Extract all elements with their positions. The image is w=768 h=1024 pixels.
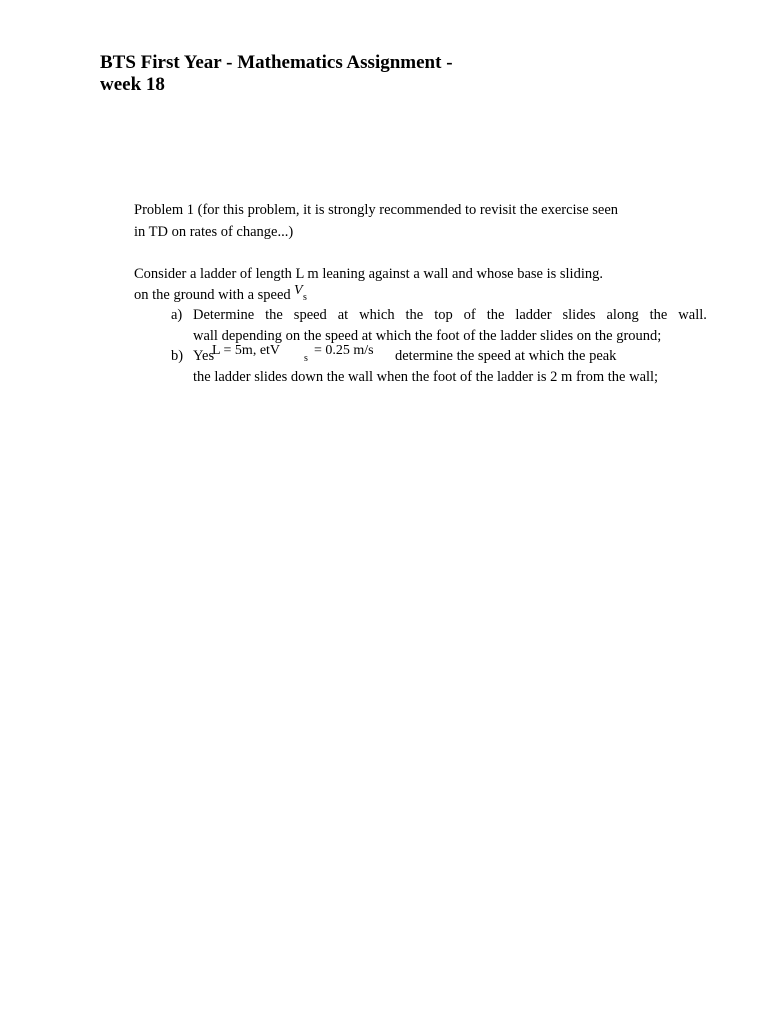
document-title [100,52,453,96]
item-a-word: at [337,307,349,323]
item-b-formula-part-2: = 0.25 m/s [314,343,374,358]
item-a-word: the [405,307,424,323]
item-a-word: ladder [515,307,552,323]
consider-line-1: Consider a ladder of length L m leaning against a wall and whose base is sliding. [134,266,603,282]
speed-subscript: s [303,292,307,303]
item-a-word: which [359,307,395,323]
item-b-yes: Yes [193,348,215,364]
item-b-formula-subscript: s [304,353,308,364]
item-a-word: the [265,307,283,323]
item-b-rest: determine the speed at which the peak [395,348,617,364]
item-a-word: the [486,307,505,323]
item-a-word: along [606,307,639,323]
problem-heading-line-1: Problem 1 (for this problem, it is strongly recommended to revisit the exercise seen [134,202,619,218]
item-b-marker: b) [171,348,184,364]
consider-line-2: on the ground with a speed [134,287,291,303]
problem-heading-line-2: in TD on rates of change...) [134,224,294,240]
item-a-word: of [463,307,476,323]
item-a-word: the [649,307,668,323]
item-a-word: speed [293,307,327,323]
item-b-formula-part-1: L = 5m, etV [212,343,281,358]
item-a-line-2: wall depending on the speed at which the foot of the ladder slides on the ground; [193,328,662,344]
item-a-word: wall. [678,307,707,323]
speed-symbol: V [294,283,303,298]
item-a-word: slides [562,307,596,323]
item-a-line-1 [193,306,707,324]
item-a-word: top [434,307,453,323]
item-a-marker: a) [171,307,183,323]
title-line-2: week 18 [100,74,165,95]
item-a-word: Determine [193,307,255,323]
item-b-line-2: the ladder slides down the wall when the foot of the ladder is 2 m from the wall; [193,369,659,385]
title-line-1: BTS First Year - Mathematics Assignment - [100,52,453,73]
